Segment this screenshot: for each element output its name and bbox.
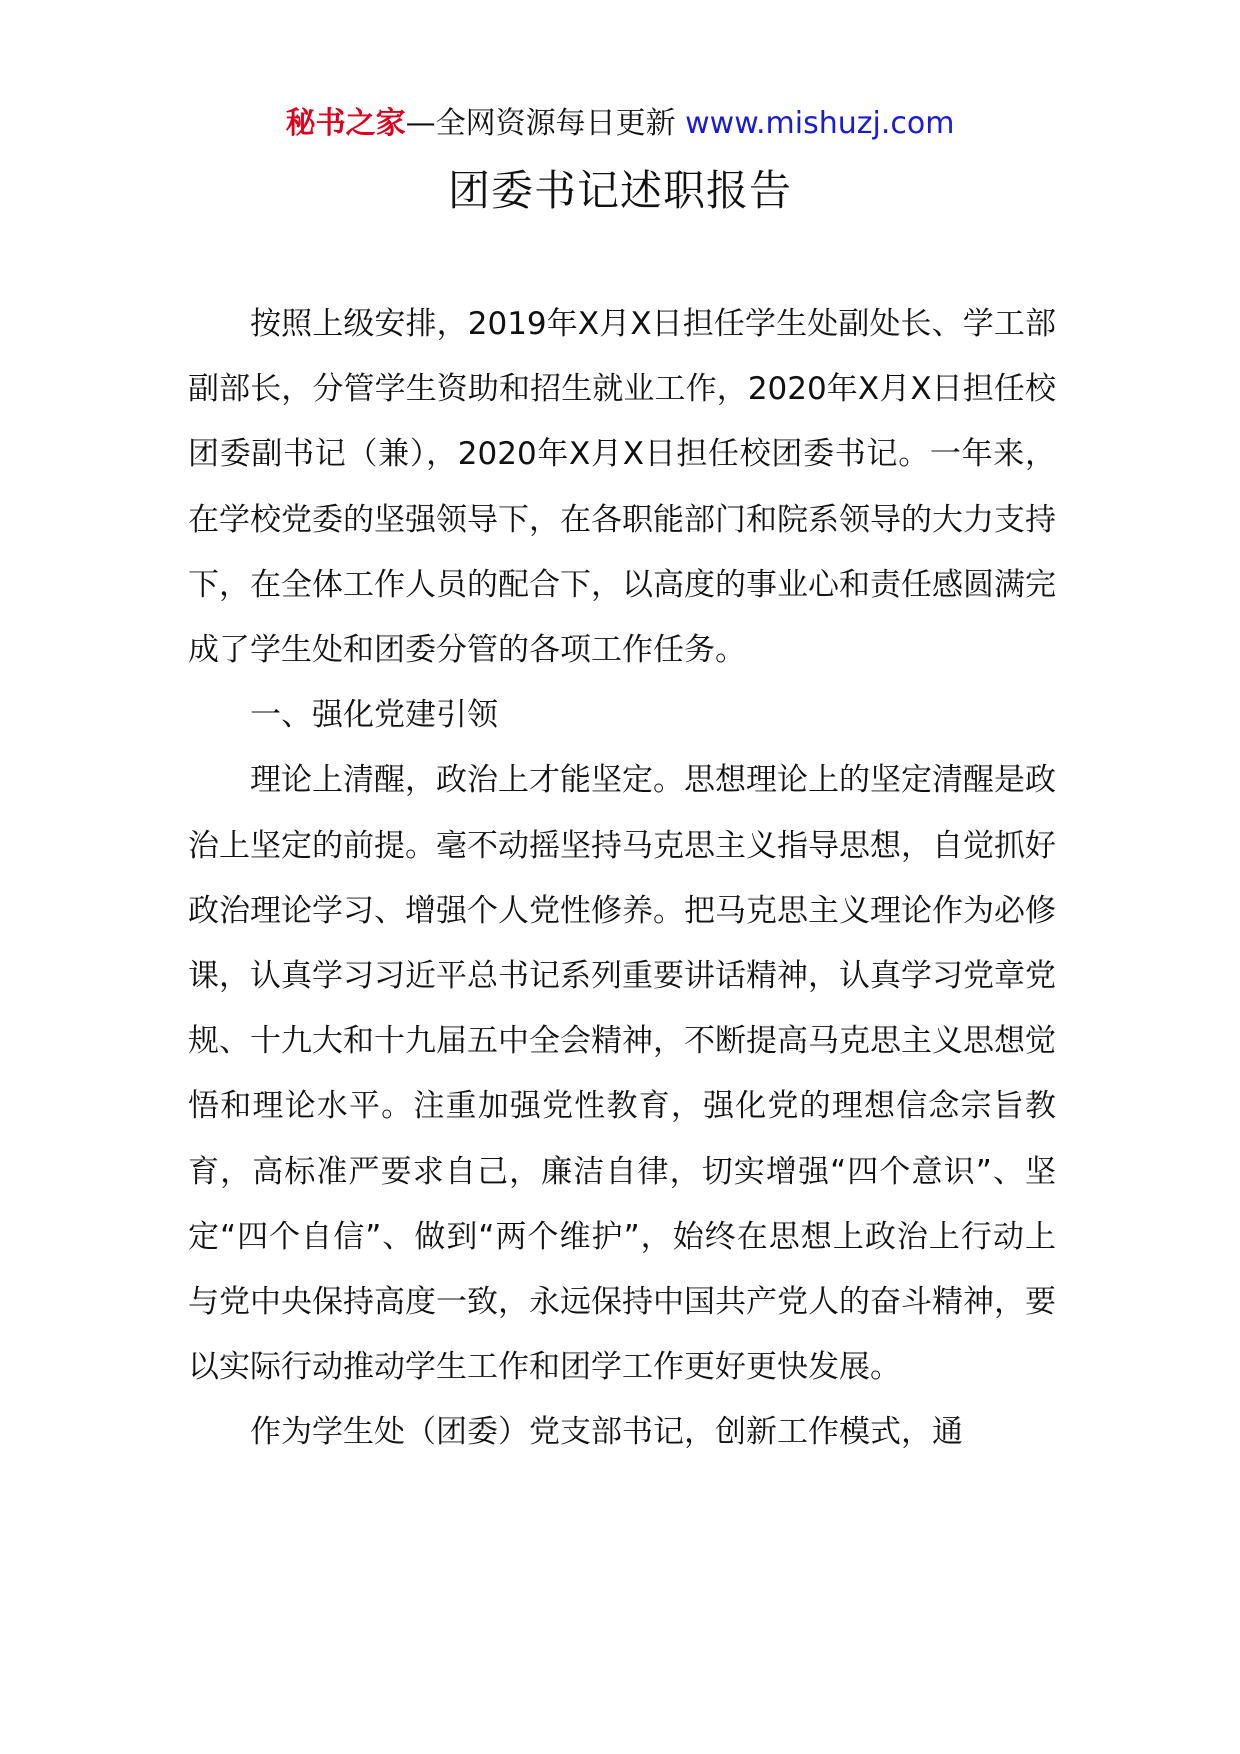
paragraph-intro: 按照上级安排，2019年X月X日担任学生处副处长、学工部副部长，分管学生资助和招生就业工作，2020年X月X日担任校团委副书记（兼），2020年X月X日担任校团委书记。一年来，在学校党委的坚强领导下，在各职能部门和院系领导的大力支持下，在全体工作人员的配合下，以高度的事业心和责任感圆满完成了学生处和团委分管的各项工作任务。 [188,306,1056,669]
paragraph-branch: 作为学生处（团委）党支部书记，创新工作模式，通 [250,1414,963,1451]
document-title: 团委书记述职报告 [447,166,792,215]
document-body [188,292,1056,1466]
section-heading: 一、强化党建引领 [250,697,498,734]
site-url-link[interactable]: www.mishuzj.com [685,106,955,141]
site-header [0,104,1240,144]
site-brand: 秘书之家 [285,106,406,141]
paragraph-theory: 理论上清醒，政治上才能坚定。思想理论上的坚定清醒是政治上坚定的前提。毫不动摇坚持马克思主义指导思想，自觉抓好政治理论学习、增强个人党性修养。把马克思主义理论作为必修课，认真学习习近平总书记系列重要讲话精神，认真学习党章党规、十九大和十九届五中全会精神，不断提高马克思主义思想觉悟和理论水平。注重加强党性教育，强化党的理想信念宗旨教育，高标准严要求自己，廉洁自律，切实增强“四个意识”、坚定“四个自信”、做到“两个维护”，始终在思想上政治上行动上与党中央保持高度一致，永远保持中国共产党人的奋斗精神，要以实际行动推动学生工作和团学工作更好更快发展。 [188,762,1056,1386]
site-tagline: —全网资源每日更新 [405,106,676,141]
